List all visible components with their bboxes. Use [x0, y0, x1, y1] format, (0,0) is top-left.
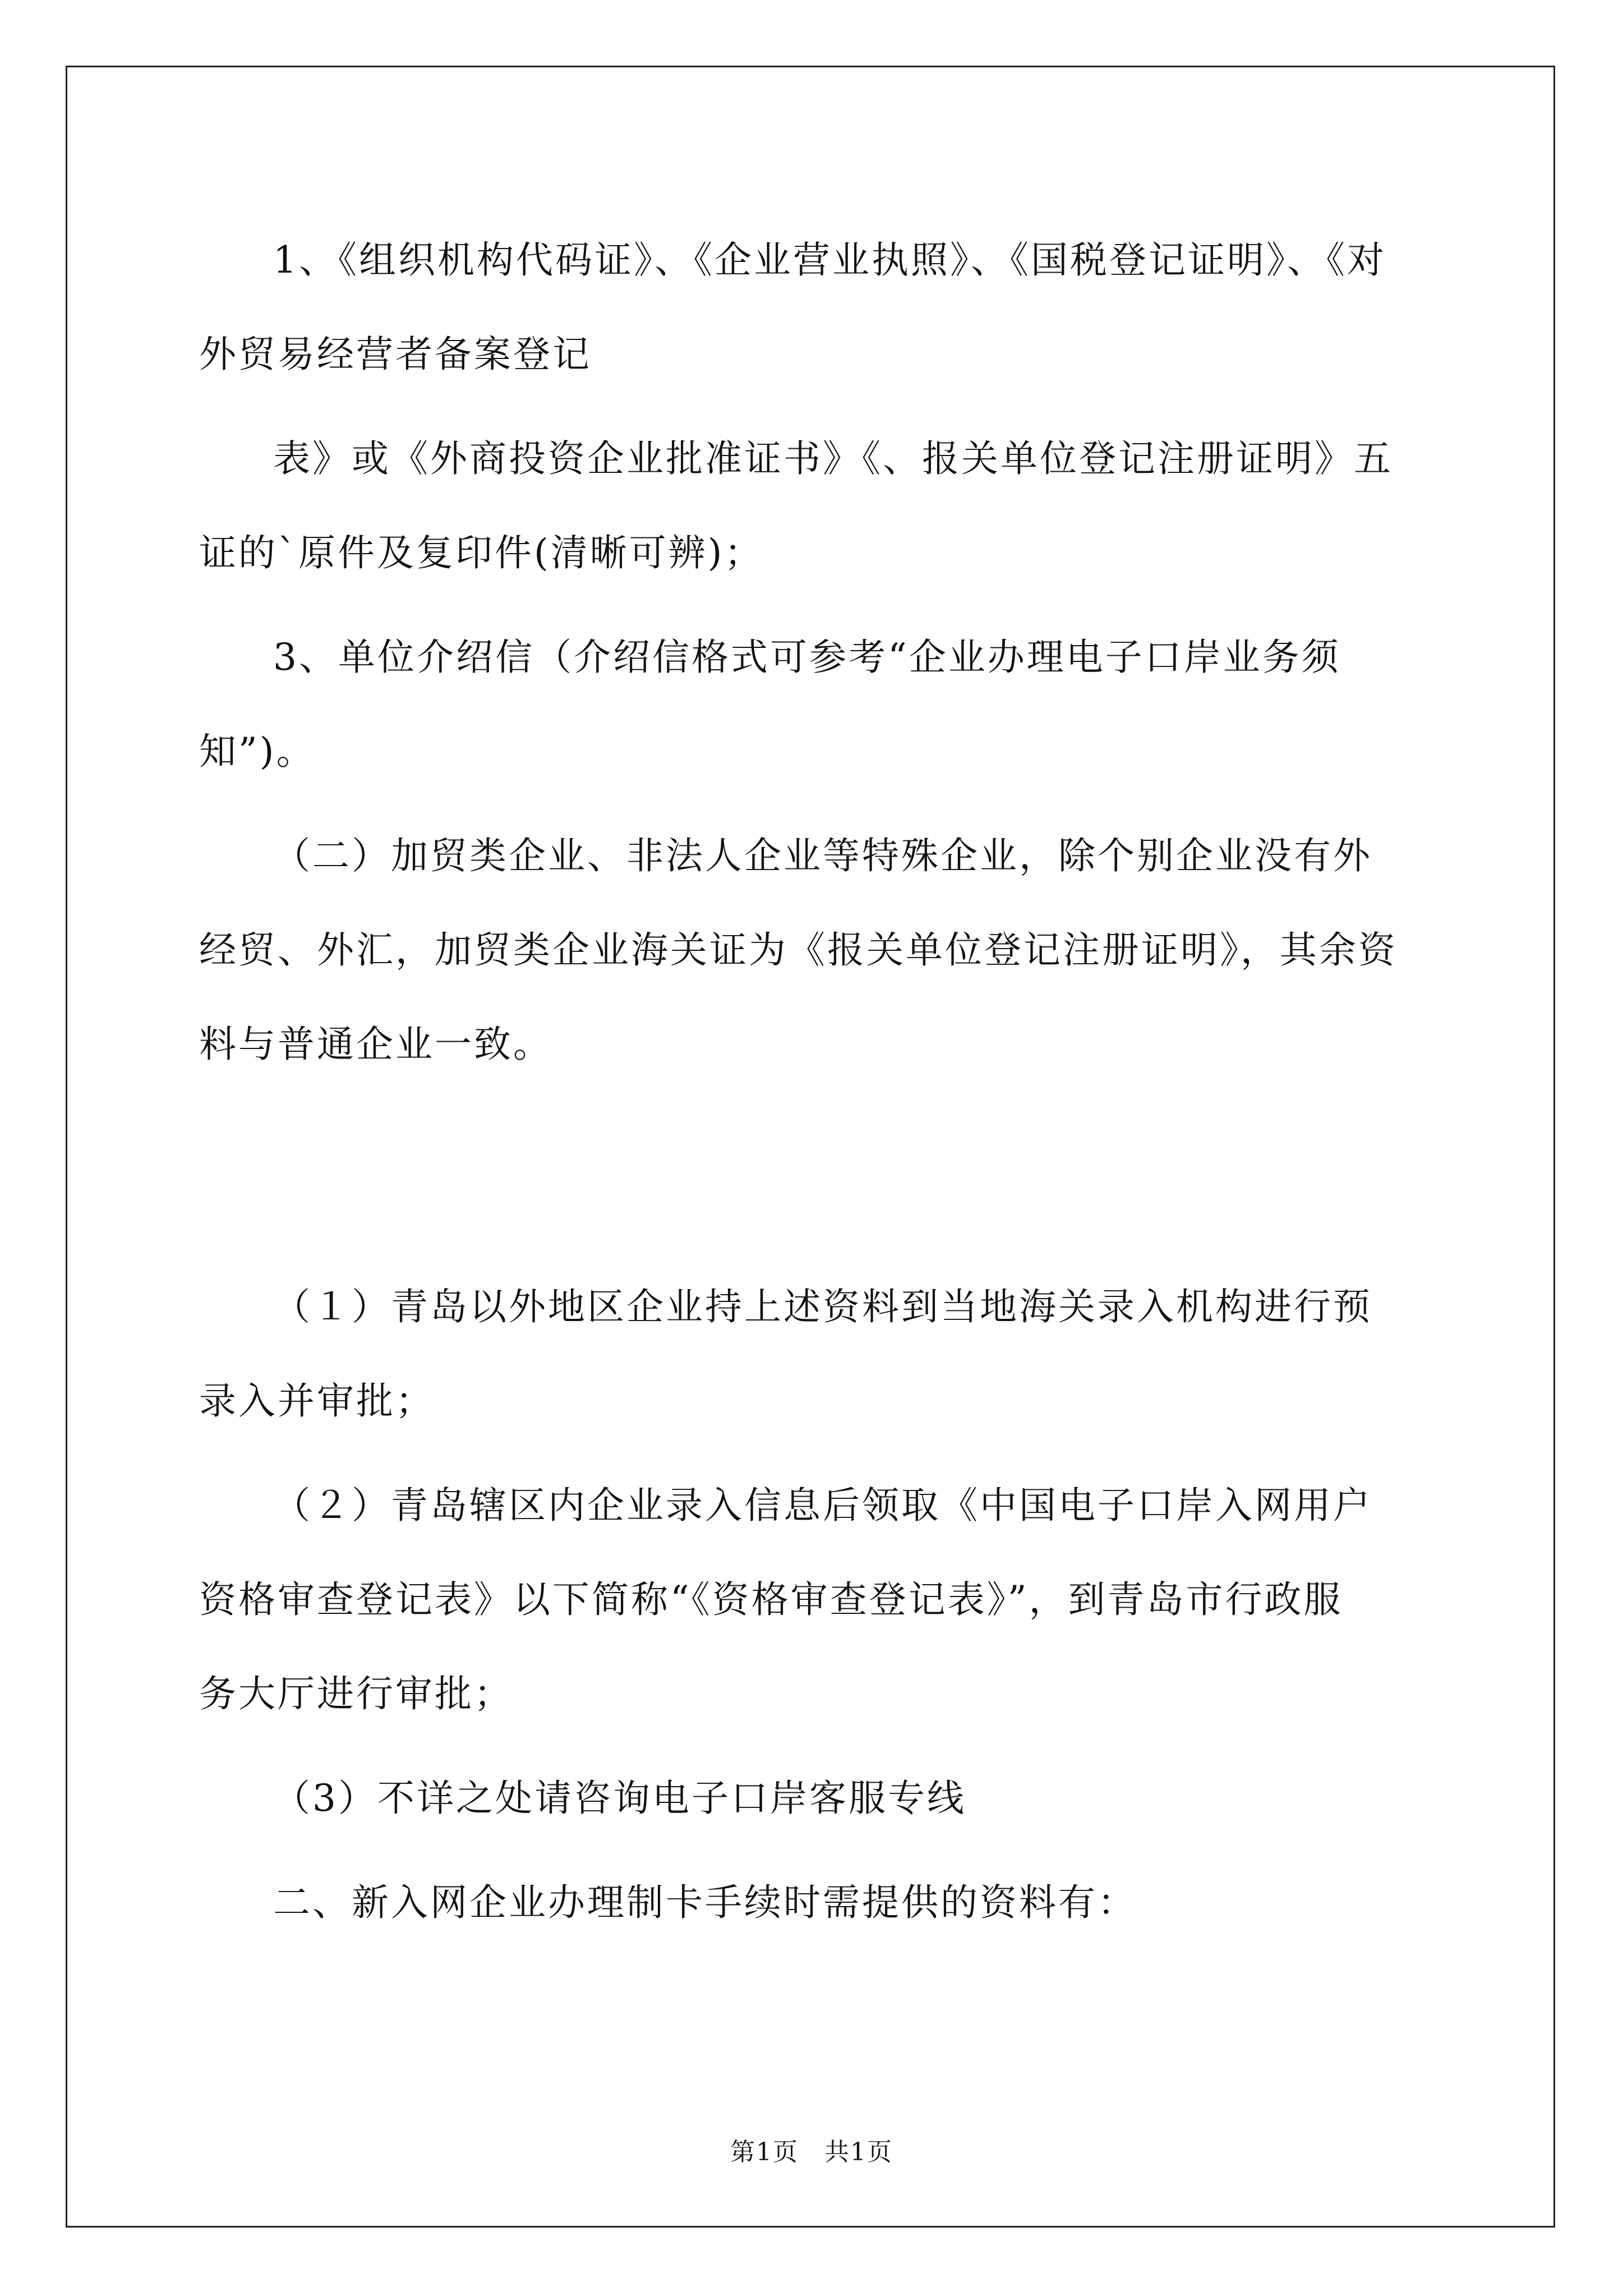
- paragraph-6: [199, 1458, 1433, 1741]
- paragraph-4: [199, 809, 1433, 1092]
- paragraph-5-line-1: （１）青岛以外地区企业持上述资料到当地海关录入机构进行预: [273, 1285, 1372, 1328]
- paragraph-5: [199, 1260, 1433, 1448]
- paragraph-6-line-2: 资格审查登记表》以下简称“《资格审查登记表》”，到青岛市行政服: [199, 1578, 1343, 1621]
- page-number-footer: 第1页 共1页: [730, 2138, 893, 2166]
- paragraph-1-line-2: 外贸易经营者备案登记: [199, 333, 592, 376]
- paragraph-7: [199, 1751, 1433, 1846]
- paragraph-5-line-2: 录入并审批；: [199, 1379, 435, 1423]
- paragraph-6-line-1: （２）青岛辖区内企业录入信息后领取《中国电子口岸入网用户: [273, 1484, 1372, 1527]
- paragraph-3: [199, 610, 1433, 799]
- paragraph-4-line-3: 料与普通企业一致。: [199, 1023, 552, 1066]
- paragraph-8-line-1: 二、新入网企业办理制卡手续时需提供的资料有：: [273, 1881, 1137, 1924]
- paragraph-1: [199, 213, 1433, 402]
- paragraph-6-line-3: 务大厅进行审批；: [199, 1672, 513, 1715]
- paragraph-2-line-1: 表》或《外商投资企业批准证书》《、报关单位登记注册证明》五: [273, 437, 1393, 480]
- paragraph-2: [199, 412, 1433, 600]
- paragraph-2-line-2: 证的`原件及复印件(清晰可辨)；: [199, 531, 764, 574]
- paragraph-4-line-1: （二）加贸类企业、非法人企业等特殊企业，除个别企业没有外: [273, 834, 1372, 877]
- paragraph-8: [199, 1856, 1433, 1950]
- paragraph-7-line-1: （3）不详之处请咨询电子口岸客服专线: [273, 1777, 966, 1820]
- paragraph-4-line-2: 经贸、外汇，加贸类企业海关证为《报关单位登记注册证明》，其余资: [199, 928, 1398, 972]
- paragraph-3-line-2: 知”)。: [199, 730, 316, 773]
- paragraph-3-line-1: 3、单位介绍信（介绍信格式可参考“企业办理电子口岸业务须: [273, 636, 1341, 679]
- paragraph-1-line-1: 1、《组织机构代码证》、《企业营业执照》、《国税登记证明》、《对: [273, 238, 1386, 282]
- document-body: [199, 213, 1433, 1950]
